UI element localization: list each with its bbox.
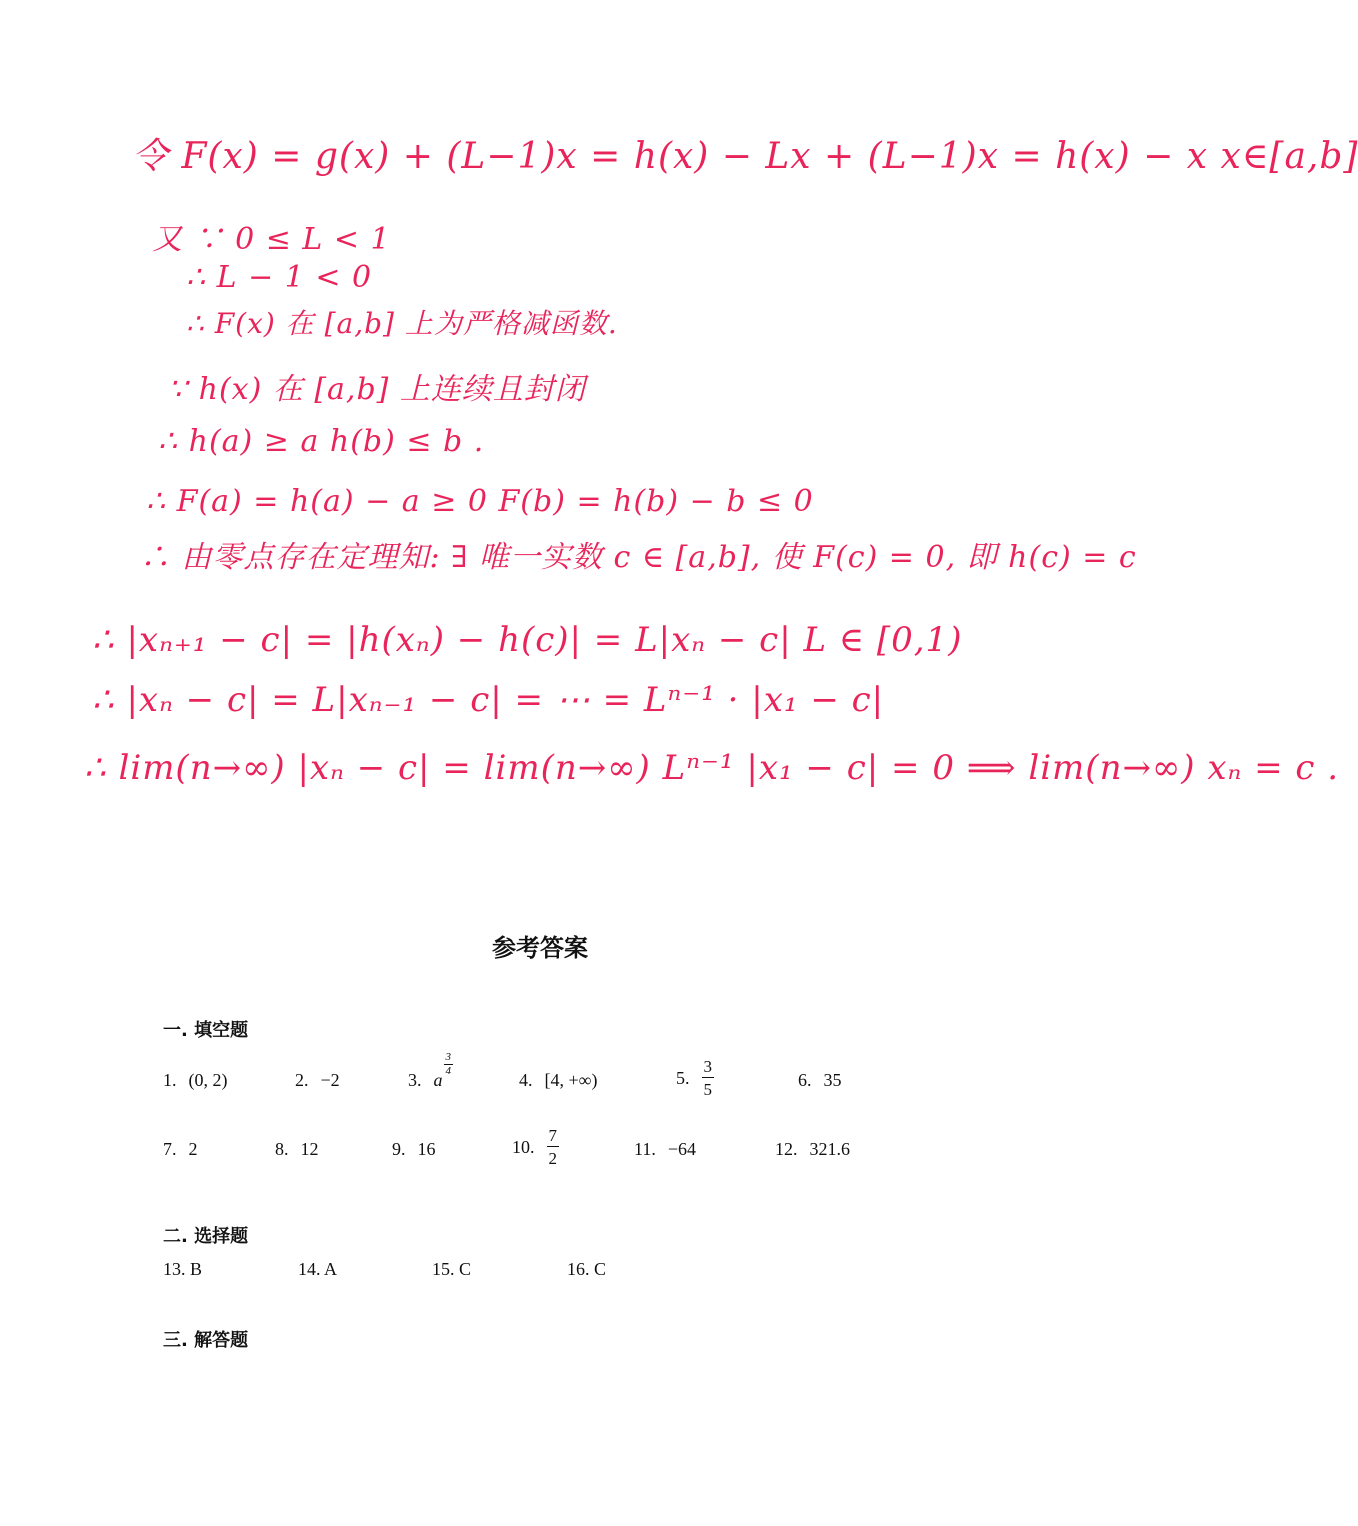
choice-answer-15: 15. C: [432, 1259, 472, 1279]
answer-number: 7.: [163, 1139, 177, 1159]
proof-line: ∴ F(x) 在 [a,b] 上为严格减函数.: [186, 307, 618, 340]
proof-line: ∴ h(a) ≥ a h(b) ≤ b .: [158, 424, 485, 459]
proof-line: ∴ |xₙ − c| = L|xₙ₋₁ − c| = ⋯ = Lⁿ⁻¹ · |x₁ − c|: [92, 680, 885, 720]
choice-answer-14: 14. A: [298, 1259, 338, 1279]
answer-number: 3.: [408, 1070, 422, 1090]
answer-number: 10.: [512, 1136, 535, 1157]
answer-value: (0, 2): [188, 1070, 228, 1090]
proof-line: 又 ∵ 0 ≤ L < 1: [152, 222, 391, 257]
fraction-numerator: 7: [548, 1126, 557, 1145]
proof-line: ∴ lim(n→∞) |xₙ − c| = lim(n→∞) Lⁿ⁻¹ |x₁ − c| = 0 ⟹ lim(n→∞) xₙ = c .: [84, 748, 1340, 788]
answer-value: 12: [300, 1139, 319, 1159]
answer-value: −64: [667, 1139, 696, 1159]
proof-line: ∴ |xₙ₊₁ − c| = |h(xₙ) − h(c)| = L|xₙ − c| L ∈ [0,1): [92, 620, 963, 660]
answer-7: [163, 1139, 198, 1160]
answer-6: [798, 1070, 842, 1091]
answer-number: 11.: [634, 1139, 656, 1159]
exponent-numerator: 3: [445, 1051, 451, 1063]
answer-10: [512, 1127, 559, 1167]
fraction-denominator: 2: [548, 1149, 557, 1168]
choice-answer-13: 13. B: [163, 1259, 203, 1279]
answer-11: [634, 1139, 696, 1160]
answer-3: [408, 1051, 451, 1091]
fraction-numerator: 3: [703, 1057, 712, 1076]
answer-number: 8.: [275, 1139, 289, 1159]
answer-number: 9.: [392, 1139, 406, 1159]
section-heading-fill: 一. 填空题: [163, 1020, 249, 1041]
answer-1: [163, 1070, 228, 1091]
answer-number: 6.: [798, 1070, 812, 1090]
answer-2: [295, 1070, 340, 1091]
answer-value-fraction: [547, 1127, 560, 1167]
exponent-fraction: [444, 1052, 454, 1077]
choice-answer-16: 16. C: [567, 1259, 607, 1279]
proof-line: 令 F(x) = g(x) + (L−1)x = h(x) − Lx + (L−1)x = h(x) − x x∈[a,b]: [132, 136, 1358, 177]
proof-line: ∴ 由零点存在定理知: ∃ 唯一实数 c ∈ [a,b], 使 F(c) = 0, 即 h(c) = c: [140, 540, 1137, 575]
power-exponent: [444, 1044, 454, 1077]
answer-number: 2.: [295, 1070, 309, 1090]
page-title: 参考答案: [492, 934, 588, 962]
answer-8: [275, 1139, 319, 1160]
answer-value: 35: [823, 1070, 842, 1090]
proof-line: ∵ h(x) 在 [a,b] 上连续且封闭: [168, 372, 586, 407]
exponent-denominator: 4: [445, 1065, 451, 1077]
answer-5: [676, 1058, 714, 1098]
answer-value: 321.6: [809, 1139, 850, 1159]
section-heading-choice: 二. 选择题: [163, 1226, 249, 1247]
proof-line: ∴ L − 1 < 0: [186, 260, 373, 295]
answer-4: [519, 1070, 597, 1091]
answer-value-power: [433, 1051, 451, 1091]
answer-number: 12.: [775, 1139, 798, 1159]
answer-number: 4.: [519, 1070, 533, 1090]
answer-value: 16: [417, 1139, 436, 1159]
answer-number: 1.: [163, 1070, 177, 1090]
section-heading-solve: 三. 解答题: [163, 1330, 249, 1351]
power-base: a: [433, 1070, 443, 1090]
answer-12: [775, 1139, 850, 1160]
answer-9: [392, 1139, 436, 1160]
answer-number: 5.: [676, 1067, 690, 1088]
answer-value: −2: [320, 1070, 340, 1090]
fraction-denominator: 5: [703, 1080, 712, 1099]
answer-value: 2: [188, 1139, 198, 1159]
answer-value: [4, +∞): [544, 1070, 598, 1090]
answer-value-fraction: [702, 1058, 715, 1098]
proof-line: ∴ F(a) = h(a) − a ≥ 0 F(b) = h(b) − b ≤ 0: [146, 484, 814, 519]
